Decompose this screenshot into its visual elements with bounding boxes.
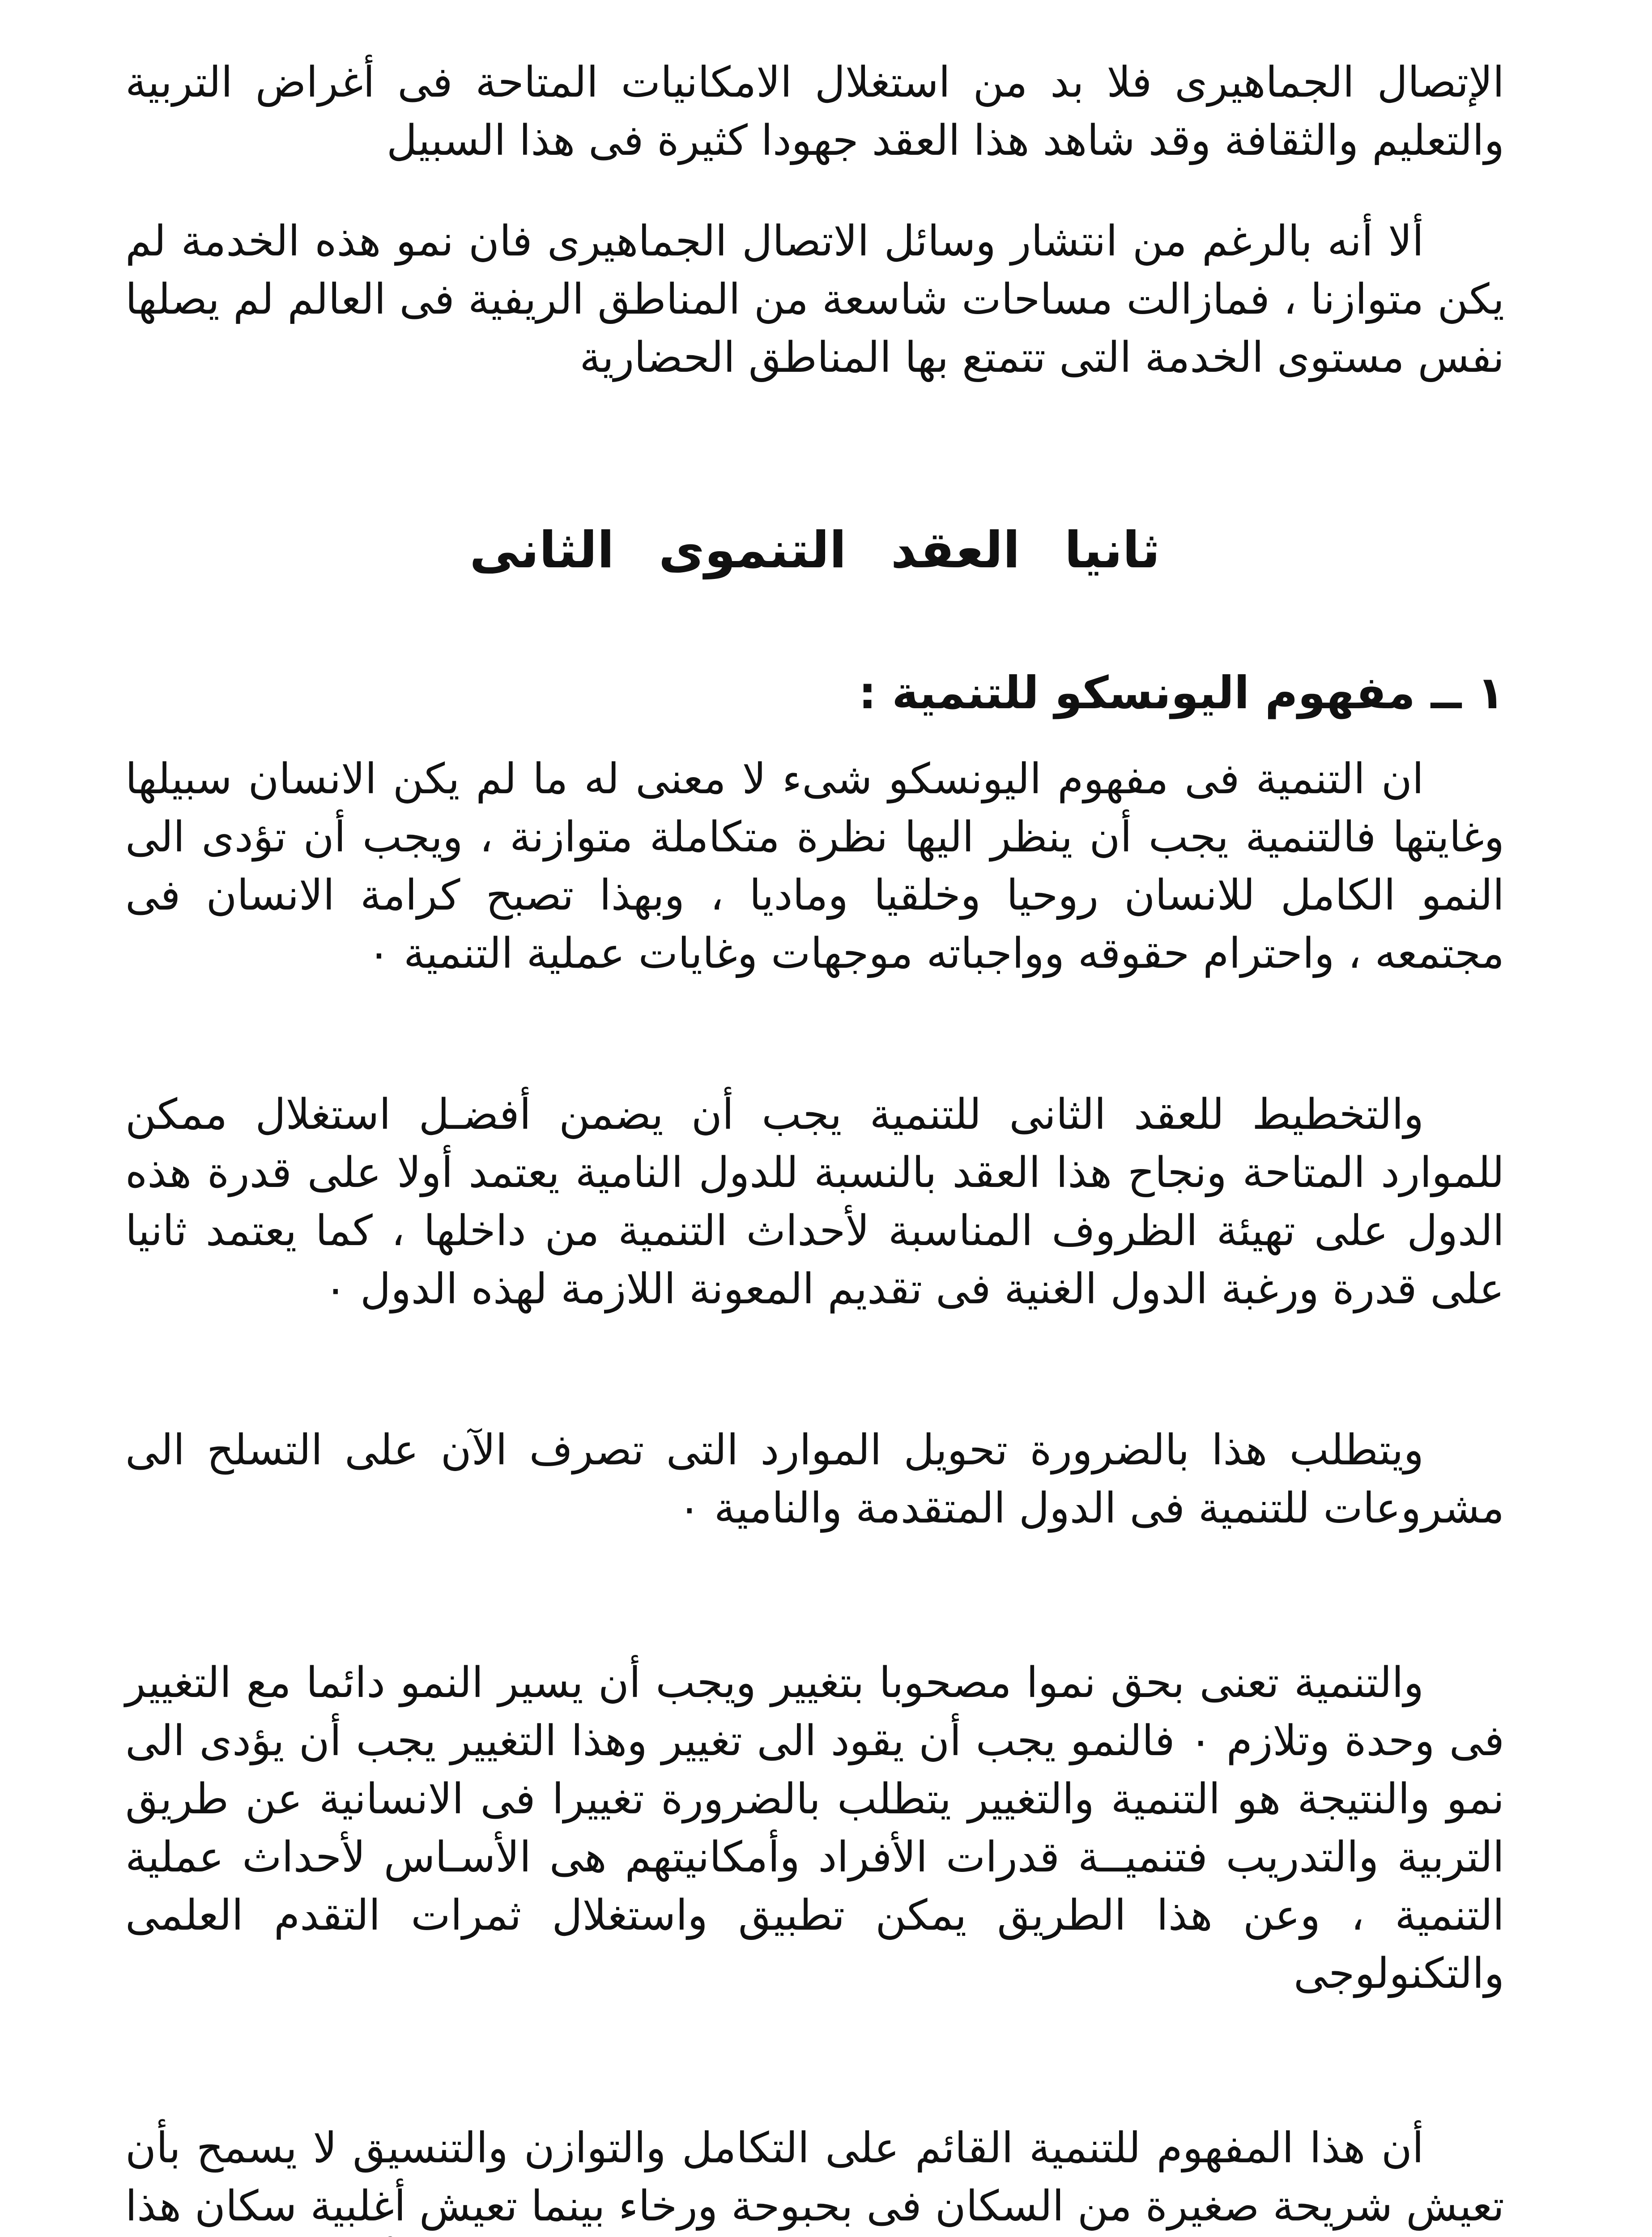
paragraph-section-1: ان التنمية فى مفهوم اليونسكو شىء لا معنى له ما لم يكن الانسان سبيلها وغايتها فالتنمية يجب أن ينظر اليها نظرة متكاملة متوازنة ، ويجب أن تؤدى الى النمو الكامل للانسان روحيا وخلقيا وماديا ، وبهذا تصبح كرامة الانسان فى مجتمعه ، واحترام حقوقه وواجباته موجهات وغايات عملية التنمية ٠: [125, 755, 1504, 978]
section-heading: ثانيا العقد التنموى الثانى: [469, 521, 1160, 579]
paragraph-section-4: والتنمية تعنى بحق نموا مصحوبا بتغيير ويجب أن يسير النمو دائما مع التغيير فى وحدة وتلازم ٠ فالنمو يجب أن يقود الى تغيير وهذا التغيير يجب أن يؤدى الى نمو والنتيجة هو التنمية والتغيير يتطلب بالضرورة تغييرا فى الانسانية عن طريق التربية والتدريب فتنميــة قدرات الأفراد وأمكانيتهم هى الأسـاس لأحداث عملية التنمية ، وعن هذا الطريق يمكن تطبيق واستغلال ثمرات التقدم العلمى والتكنولوجى: [125, 1659, 1505, 1998]
paragraph-section-5: أن هذا المفهوم للتنمية القائم على التكامل والتوازن والتنسيق لا يسمح بأن تعيش شريحة صغيرة من السكان فى بحبوحة ورخاء بينما تعيش أغلبية سكان هذا: [125, 2124, 1504, 2231]
paragraph-intro-2: ألا أنه بالرغم من انتشار وسائل الاتصال الجماهيرى فان نمو هذه الخدمة لم يكن متوازنا ، فمازالت مساحات شاسعة من المناطق الريفية فى العالم لم يصلها نفس مستوى الخدمة التى تتمتع بها المناطق الحضارية: [125, 217, 1504, 382]
paragraph-intro-1: الإتصال الجماهيرى فلا بد من استغلال الامكانيات المتاحة فى أغراض التربية والتعليم والثقافة وقد شاهد هذا العقد جهودا كثيرة فى هذا السبيل: [125, 58, 1504, 165]
subsection-heading: ١ ــ مفهوم اليونسكو للتنمية :: [858, 667, 1504, 719]
paragraph-section-2: والتخطيط للعقد الثانى للتنمية يجب أن يضمن أفضـل استغلال ممكن للموارد المتاحة ونجاح هذا العقد بالنسبة للدول النامية يعتمد أولا على قدرة هذه الدول على تهيئة الظروف المناسبة لأحداث التنمية من داخلها ، كما يعتمد ثانيا على قدرة ورغبة الدول الغنية فى تقديم المعونة اللازمة لهذه الدول ٠: [125, 1090, 1504, 1314]
paragraph-section-3: ويتطلب هذا بالضرورة تحويل الموارد التى تصرف الآن على التسلح الى مشروعات للتنمية فى الدول المتقدمة والنامية ٠: [125, 1426, 1504, 1533]
